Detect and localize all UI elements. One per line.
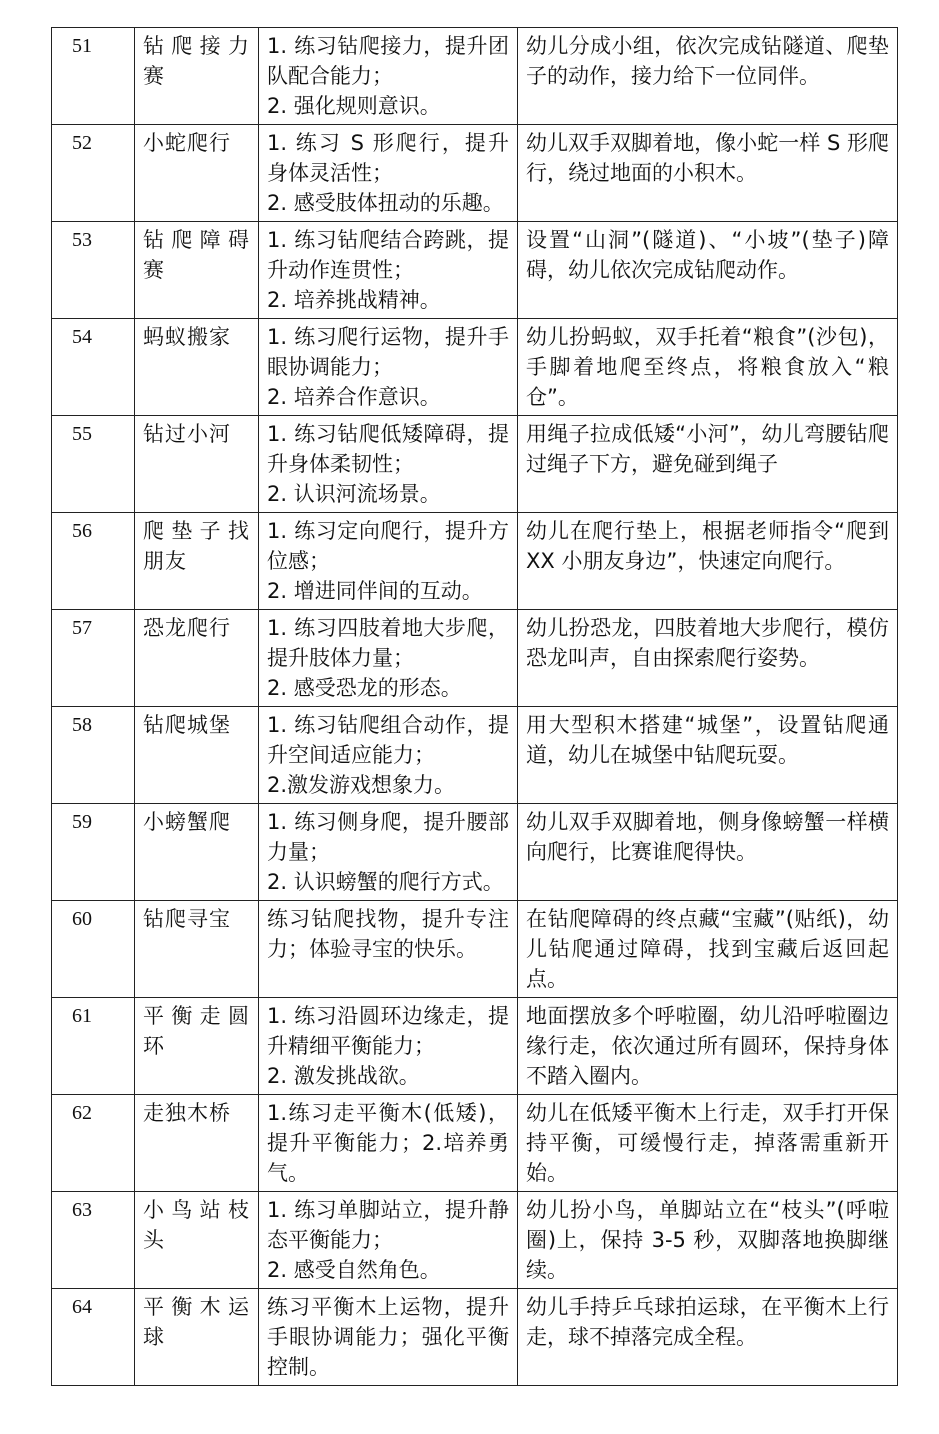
goal-item: 1. 练习定向爬行，提升方位感； bbox=[267, 519, 509, 573]
row-number: 61 bbox=[52, 998, 135, 1095]
activity-description: 用绳子拉成低矮“小河”，幼儿弯腰钻爬过绳子下方，避免碰到绳子 bbox=[518, 416, 898, 513]
activity-table bbox=[51, 27, 898, 1386]
table-row bbox=[52, 610, 898, 707]
row-number: 54 bbox=[52, 319, 135, 416]
goal-item: 2. 感受恐龙的形态。 bbox=[267, 676, 462, 700]
goal-item: 2. 认识螃蟹的爬行方式。 bbox=[267, 870, 504, 894]
row-number: 63 bbox=[52, 1192, 135, 1289]
table-row bbox=[52, 416, 898, 513]
table-row bbox=[52, 707, 898, 804]
activity-goals bbox=[259, 804, 518, 901]
row-number: 55 bbox=[52, 416, 135, 513]
activity-description: 幼儿手持乒乓球拍运球，在平衡木上行走，球不掉落完成全程。 bbox=[518, 1289, 898, 1386]
activity-goals bbox=[259, 901, 518, 998]
activity-name: 恐龙爬行 bbox=[135, 610, 259, 707]
activity-name: 钻爬寻宝 bbox=[135, 901, 259, 998]
activity-name: 蚂蚁搬家 bbox=[135, 319, 259, 416]
goal-item: 1. 练习四肢着地大步爬，提升肢体力量； bbox=[267, 616, 509, 670]
row-number: 62 bbox=[52, 1095, 135, 1192]
activity-name: 钻爬障碍赛 bbox=[135, 222, 259, 319]
activity-name: 走独木桥 bbox=[135, 1095, 259, 1192]
table-row bbox=[52, 998, 898, 1095]
activity-name: 爬垫子找朋友 bbox=[135, 513, 259, 610]
goal-item: 2. 感受肢体扭动的乐趣。 bbox=[267, 191, 504, 215]
activity-description: 幼儿分成小组，依次完成钻隧道、爬垫子的动作，接力给下一位同伴。 bbox=[518, 28, 898, 125]
activity-name: 小螃蟹爬 bbox=[135, 804, 259, 901]
row-number: 57 bbox=[52, 610, 135, 707]
goal-item: 练习平衡木上运物，提升手眼协调能力；强化平衡控制。 bbox=[267, 1295, 509, 1379]
goal-item: 2. 培养合作意识。 bbox=[267, 385, 441, 409]
activity-goals bbox=[259, 28, 518, 125]
row-number: 52 bbox=[52, 125, 135, 222]
activity-name: 钻爬城堡 bbox=[135, 707, 259, 804]
goal-item: 2. 增进同伴间的互动。 bbox=[267, 579, 483, 603]
row-number: 53 bbox=[52, 222, 135, 319]
activity-description: 幼儿双手双脚着地，侧身像螃蟹一样横向爬行，比赛谁爬得快。 bbox=[518, 804, 898, 901]
goal-item: 1. 练习爬行运物，提升手眼协调能力； bbox=[267, 325, 509, 379]
activity-description: 幼儿在爬行垫上，根据老师指令“爬到 XX 小朋友身边”，快速定向爬行。 bbox=[518, 513, 898, 610]
activity-goals bbox=[259, 1095, 518, 1192]
activity-description: 幼儿在低矮平衡木上行走，双手打开保持平衡，可缓慢行走，掉落需重新开始。 bbox=[518, 1095, 898, 1192]
table-row bbox=[52, 28, 898, 125]
row-number: 56 bbox=[52, 513, 135, 610]
activity-goals bbox=[259, 998, 518, 1095]
row-number: 59 bbox=[52, 804, 135, 901]
activity-goals bbox=[259, 610, 518, 707]
activity-name: 平衡木运球 bbox=[135, 1289, 259, 1386]
activity-description: 幼儿扮小鸟，单脚站立在“枝头”(呼啦圈)上，保持 3-5 秒，双脚落地换脚继续。 bbox=[518, 1192, 898, 1289]
row-number: 58 bbox=[52, 707, 135, 804]
activity-goals bbox=[259, 1192, 518, 1289]
goal-item: 1. 练习钻爬低矮障碍，提升身体柔韧性； bbox=[267, 422, 509, 476]
row-number: 51 bbox=[52, 28, 135, 125]
activity-description: 在钻爬障碍的终点藏“宝藏”(贴纸)，幼儿钻爬通过障碍，找到宝藏后返回起点。 bbox=[518, 901, 898, 998]
activity-name: 平衡走圆环 bbox=[135, 998, 259, 1095]
activity-name: 小鸟站枝头 bbox=[135, 1192, 259, 1289]
activity-goals bbox=[259, 125, 518, 222]
goal-item: 1. 练习侧身爬，提升腰部力量； bbox=[267, 810, 509, 864]
table-row bbox=[52, 1192, 898, 1289]
activity-goals bbox=[259, 222, 518, 319]
activity-description: 幼儿双手双脚着地，像小蛇一样 S 形爬行，绕过地面的小积木。 bbox=[518, 125, 898, 222]
goal-item: 1. 练习 S 形爬行，提升身体灵活性； bbox=[267, 131, 509, 185]
goal-item: 1. 练习钻爬组合动作，提升空间适应能力； bbox=[267, 713, 509, 767]
activity-name: 钻过小河 bbox=[135, 416, 259, 513]
goal-item: 2. 培养挑战精神。 bbox=[267, 288, 441, 312]
goal-item: 2. 强化规则意识。 bbox=[267, 94, 441, 118]
activity-goals bbox=[259, 1289, 518, 1386]
table-row bbox=[52, 319, 898, 416]
goal-item: 练习钻爬找物，提升专注力；体验寻宝的快乐。 bbox=[267, 907, 509, 961]
activity-name: 小蛇爬行 bbox=[135, 125, 259, 222]
activity-description: 幼儿扮蚂蚁，双手托着“粮食”(沙包)，手脚着地爬至终点，将粮食放入“粮仓”。 bbox=[518, 319, 898, 416]
goal-item: 1. 练习单脚站立，提升静态平衡能力； bbox=[267, 1198, 509, 1252]
table-row bbox=[52, 804, 898, 901]
activity-description: 地面摆放多个呼啦圈，幼儿沿呼啦圈边缘行走，依次通过所有圆环，保持身体不踏入圈内。 bbox=[518, 998, 898, 1095]
goal-item: 2. 认识河流场景。 bbox=[267, 482, 441, 506]
goal-item: 1. 练习沿圆环边缘走，提升精细平衡能力； bbox=[267, 1004, 509, 1058]
goal-item: 2. 激发挑战欲。 bbox=[267, 1064, 420, 1088]
table-row bbox=[52, 125, 898, 222]
activity-description: 用大型积木搭建“城堡”，设置钻爬通道，幼儿在城堡中钻爬玩耍。 bbox=[518, 707, 898, 804]
row-number: 64 bbox=[52, 1289, 135, 1386]
activity-name: 钻爬接力赛 bbox=[135, 28, 259, 125]
table-row bbox=[52, 513, 898, 610]
activity-goals bbox=[259, 319, 518, 416]
activity-description: 幼儿扮恐龙，四肢着地大步爬行，模仿恐龙叫声，自由探索爬行姿势。 bbox=[518, 610, 898, 707]
table-row bbox=[52, 1289, 898, 1386]
table-row bbox=[52, 901, 898, 998]
activity-description: 设置“山洞”(隧道)、“小坡”(垫子)障碍，幼儿依次完成钻爬动作。 bbox=[518, 222, 898, 319]
goal-item: 2.激发游戏想象力。 bbox=[267, 773, 456, 797]
table-row bbox=[52, 222, 898, 319]
goal-item: 1.练习走平衡木(低矮)，提升平衡能力；2.培养勇气。 bbox=[267, 1101, 509, 1185]
table-body bbox=[52, 28, 898, 1386]
row-number: 60 bbox=[52, 901, 135, 998]
goal-item: 2. 感受自然角色。 bbox=[267, 1258, 441, 1282]
activity-goals bbox=[259, 416, 518, 513]
activity-goals bbox=[259, 707, 518, 804]
activity-goals bbox=[259, 513, 518, 610]
goal-item: 1. 练习钻爬接力，提升团队配合能力； bbox=[267, 34, 509, 88]
goal-item: 1. 练习钻爬结合跨跳，提升动作连贯性； bbox=[267, 228, 509, 282]
table-row bbox=[52, 1095, 898, 1192]
